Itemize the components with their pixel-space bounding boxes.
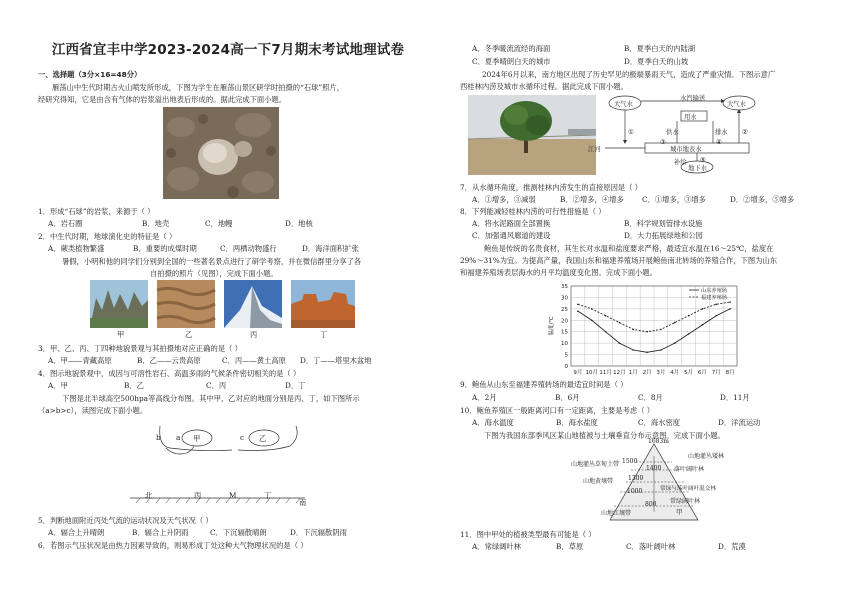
intro-text: 下图是北半球高空500hpa等高线分布图。其中甲、乙对应的地面分别是丙、丁，如下图所示 — [62, 394, 360, 403]
data-point — [619, 342, 621, 344]
data-point — [605, 315, 607, 317]
data-point — [605, 331, 607, 333]
q9-option-d[interactable]: D．11月 — [720, 393, 750, 402]
wc-groundwater: 地下水 — [688, 165, 707, 172]
q9-option-a[interactable]: A．2月 — [472, 393, 497, 402]
wc-atm-left: 大气水 — [614, 101, 633, 108]
data-point — [674, 322, 676, 324]
veg-evergreen: 常绿阔叶林 — [670, 498, 701, 505]
q1-option-a[interactable]: A．岩石圈 — [48, 219, 83, 228]
wc-recharge: 补给 — [674, 159, 687, 166]
data-point — [660, 329, 662, 331]
x-tick-label: 3月 — [656, 370, 666, 376]
x-tick-label: 10月 — [585, 370, 598, 376]
veg-jia: 甲 — [676, 508, 683, 516]
q10-option-a[interactable]: A．海水温度 — [472, 418, 514, 427]
y-tick-label: 20 — [561, 318, 568, 325]
veg-shrub: 山地灌丛矮林 — [688, 453, 725, 460]
direction-north: 北 — [145, 491, 153, 500]
q2-option-b[interactable]: B．重要的成煤时期 — [133, 244, 197, 253]
isobar-label-c: c — [240, 433, 245, 442]
q11-option-a[interactable]: A．常绿阔叶林 — [472, 542, 522, 551]
wc-drain: 排水 — [715, 129, 728, 136]
q7-option-a[interactable]: A．①增多，③减弱 — [472, 195, 536, 204]
wc-n5: ⑤ — [700, 157, 706, 164]
isobar-label-b: b — [156, 433, 161, 442]
data-point — [729, 301, 731, 303]
data-point — [729, 308, 731, 310]
q8-stem: 8．下列能减轻桂林内涝的可行性措施是（ ） — [460, 207, 606, 216]
data-point — [715, 303, 717, 305]
q10-stem: 10．鲍鱼养殖区一般距离河口有一定距离，主要是考虑（ ） — [460, 406, 655, 415]
data-point — [591, 319, 593, 321]
wc-n4: ④ — [716, 139, 722, 146]
x-tick-label: 9月 — [573, 370, 583, 376]
y-tick-label: 15 — [561, 329, 568, 336]
q1-stem: 1．形成“石球”的岩浆，来源于（ ） — [38, 207, 155, 216]
data-point — [660, 349, 662, 351]
wc-vapor-transport: 水汽输送 — [680, 95, 706, 102]
y-tick-label: 10 — [561, 341, 568, 348]
q1-option-d[interactable]: D．地核 — [285, 219, 313, 228]
alt-1500: 1500 — [622, 458, 638, 465]
q3-option-a[interactable]: A．甲——青藏高原 — [48, 356, 112, 365]
data-point — [619, 322, 621, 324]
x-tick-label: 2月 — [642, 370, 652, 376]
wc-atm-right: 大气水 — [727, 101, 746, 108]
q3-option-c[interactable]: C．丙——黄土高原 — [222, 356, 286, 365]
q10-option-b[interactable]: B．海水盐度 — [556, 418, 598, 427]
q6-option-d[interactable]: D．夏季白天的山坡 — [624, 57, 689, 66]
exam-title: 江西省宜丰中学2023-2024高一下7月期末考试地理试卷 — [51, 42, 405, 58]
photo-label-yi: 乙 — [185, 330, 193, 339]
x-tick-label: 4月 — [670, 370, 680, 376]
photo-label-bing: 丙 — [250, 330, 258, 339]
q11-option-d[interactable]: D．荒漠 — [718, 542, 746, 551]
q6-option-c[interactable]: C．夏季晴朗白天的城市 — [472, 57, 551, 66]
q8-option-b[interactable]: B．科学规划管排水设施 — [624, 219, 703, 228]
x-tick-label: 5月 — [684, 370, 694, 376]
intro-text: 和福建养殖场表层海水的月平均温度变化图。完成下面小题。 — [460, 268, 658, 277]
legend-label: 山东养殖场 — [701, 288, 727, 294]
data-point — [688, 333, 690, 335]
intro-text: 暑假，小明和他的同学们分别到全国的一些著名景点进行了研学考察，并在微信群里分享了各 — [62, 257, 362, 266]
x-tick-label: 11月 — [599, 370, 612, 376]
q4-stem: 4．图示地貌景观中，成因与可溶性岩石、高温多雨的气候条件密切相关的是（ ） — [38, 369, 301, 378]
q10-option-d[interactable]: D．洋流运动 — [718, 418, 761, 427]
section-heading: 一、选择题（3分×16=48分） — [38, 70, 142, 79]
q5-option-b[interactable]: B．辐合上升阴雨 — [132, 528, 189, 537]
q8-option-c[interactable]: C．加强通风廊道的建设 — [472, 231, 551, 240]
data-point — [632, 349, 634, 351]
alt-1300: 1300 — [628, 475, 644, 482]
q6-stem: 6．若图示气压状况是由热力因素导致的，则易形成丁处这种大气物理状况的是（ ） — [38, 541, 308, 550]
isobar-diagram — [130, 418, 320, 510]
y-tick-label: 5 — [564, 352, 568, 359]
data-point — [715, 315, 717, 317]
intro-text: （a>b>c），读图完成下面小题。 — [38, 406, 148, 415]
q11-option-b[interactable]: B．草原 — [556, 542, 584, 551]
wc-river: 江河 — [588, 146, 601, 153]
q2-option-a[interactable]: A．蕨类植物繁盛 — [48, 244, 105, 253]
wc-use: 用水 — [684, 114, 697, 121]
q2-option-d[interactable]: D．海洋面积扩张 — [302, 244, 359, 253]
isobar-label-yi: 乙 — [259, 434, 267, 443]
sea-temperature-chart — [545, 280, 745, 380]
q7-option-c[interactable]: C．①增多，③增多 — [642, 195, 706, 204]
alt-800: 800 — [645, 501, 657, 508]
photo-label-jia: 甲 — [117, 330, 125, 339]
y-tick-label: 30 — [561, 295, 568, 302]
intro-text: 下图为我国东部季风区某山地植被与土壤垂直分布示意图。完成下面小题。 — [484, 431, 725, 440]
soil-meadow: 山地灌丛草甸土带 — [571, 461, 620, 468]
x-tick-label: 7月 — [711, 370, 721, 376]
q4-option-d[interactable]: D．丁 — [285, 381, 306, 390]
data-point — [591, 308, 593, 310]
q1-option-b[interactable]: B．地壳 — [142, 219, 170, 228]
data-point — [646, 351, 648, 353]
q4-option-a[interactable]: A．甲 — [48, 381, 68, 390]
q5-stem: 5．判断地面附近丙处气流的运动状况及天气状况（ ） — [38, 516, 213, 525]
x-tick-label: 12月 — [613, 370, 626, 376]
q3-option-d[interactable]: D．丁——塔里木盆地 — [300, 356, 372, 365]
veg-mixed: 常绿与落叶阔叶混交林 — [660, 486, 716, 492]
q7-option-d[interactable]: D．②增多，⑤增多 — [730, 195, 795, 204]
wc-n3: ③ — [660, 139, 666, 146]
data-point — [632, 329, 634, 331]
q6-option-a[interactable]: A．冬季暖流流经的海面 — [472, 44, 551, 53]
q8-option-a[interactable]: A．将水泥路面全部置换 — [472, 219, 551, 228]
data-point — [702, 324, 704, 326]
alt-1400: 1400 — [646, 465, 662, 472]
x-tick-label: 1月 — [628, 370, 638, 376]
y-tick-label: 25 — [561, 306, 568, 313]
intro-text: 29%～31%为宜。为提高产量，我国山东和福建养殖场开展鲍鱼南北转场的养殖合作，下图为山东 — [460, 256, 778, 265]
photo-label-ding: 丁 — [320, 330, 328, 339]
isobar-label-a: a — [176, 433, 181, 442]
data-point — [577, 310, 579, 312]
intro-text: 雁荡山中生代时期古火山喷发所形成，下图为学生在雁荡山景区研学时拍摄的“石球”照片， — [52, 83, 345, 92]
data-point — [702, 308, 704, 310]
q9-option-b[interactable]: B．6月 — [555, 393, 580, 402]
q10-option-c[interactable]: C．海水密度 — [638, 418, 681, 427]
x-tick-label: 6月 — [697, 370, 707, 376]
data-point — [577, 303, 579, 305]
intro-text: 2024年6月以来，南方地区出现了历史罕见的极端暴雨天气，造成了严重灾情。下图示意广 — [482, 70, 776, 79]
wc-supply: 供水 — [666, 129, 679, 136]
data-point — [688, 315, 690, 317]
y-axis-label: 温度/℃ — [549, 316, 555, 336]
q6-option-b[interactable]: B．夏季白天的内陆湖 — [624, 44, 696, 53]
data-point — [646, 331, 648, 333]
q11-stem: 11．图中甲处的植被类型最有可能是（ ） — [460, 530, 596, 539]
intro-text: 西桂林内涝及城市水循环过程。据此完成下面小题。 — [460, 82, 628, 91]
q1-option-c[interactable]: C．地幔 — [205, 219, 233, 228]
intro-text: 自拍摄的照片（见图），完成下面小题。 — [150, 269, 278, 278]
intro-text: 鲍鱼是传统的名贵食材，其生长对水温和盐度要求严格，最适宜水温在16～25℃，盐度在 — [484, 244, 774, 253]
y-tick-label: 0 — [564, 364, 568, 370]
ground-label-ding: 丁 — [264, 491, 272, 500]
q7-stem: 7．从水循环角度，推测桂林内涝发生的直接原因是（ ） — [460, 183, 643, 192]
ground-label-m: M — [229, 491, 237, 500]
direction-south: 南 — [299, 498, 307, 507]
wc-n1: ① — [628, 129, 634, 136]
soil-red: 山地红壤带 — [601, 510, 632, 517]
q5-option-c[interactable]: C．下沉辐散晴朗 — [210, 528, 267, 537]
isobar-label-jia: 甲 — [193, 434, 201, 443]
soil-yellow: 山地黄壤带 — [583, 478, 614, 485]
ground-label-bing: 丙 — [194, 491, 202, 500]
peak-altitude: 1683m — [648, 438, 669, 445]
wc-city-water: 城市地表水 — [670, 146, 702, 153]
q5-option-d[interactable]: D．下沉辐散阴雨 — [290, 528, 347, 537]
q9-stem: 9．鲍鱼从山东至福建养殖转场的最适宜时间是（ ） — [460, 380, 628, 389]
q5-option-a[interactable]: A．辐合上升晴朗 — [48, 528, 105, 537]
intro-text: 经研究得知，它是由含有气体的岩浆溢出地表后形成的。据此完成下面小题。 — [38, 95, 287, 104]
q9-option-c[interactable]: C．8月 — [638, 393, 663, 402]
veg-deciduous: 落叶阔叶林 — [674, 466, 705, 473]
legend-label: 福建养殖场 — [701, 295, 727, 301]
q3-option-b[interactable]: B．乙——云贵高原 — [137, 356, 201, 365]
landform-photos — [90, 280, 355, 330]
q2-stem: 2．中生代时期，地球演化史的特征是（ ） — [38, 232, 177, 241]
q7-option-b[interactable]: B．②增多，④增多 — [560, 195, 624, 204]
data-point — [674, 342, 676, 344]
q8-option-d[interactable]: D．大力拓展绿地和公园 — [624, 231, 703, 240]
q4-option-c[interactable]: C．丙 — [206, 381, 227, 390]
y-tick-label: 35 — [561, 284, 568, 290]
wc-n2: ② — [742, 129, 748, 136]
x-tick-label: 8月 — [725, 370, 735, 376]
q2-option-c[interactable]: C．两栖动物盛行 — [220, 244, 277, 253]
flood-photo — [468, 95, 596, 175]
q11-option-c[interactable]: C．落叶阔叶林 — [626, 542, 676, 551]
alt-1000: 1000 — [627, 488, 643, 495]
q4-option-b[interactable]: B．乙 — [124, 381, 144, 390]
q3-stem: 3．甲、乙、丙、丁四种地貌景观与其拍摄地对应正确的是（ ） — [38, 344, 242, 353]
stone-ball-photo — [163, 107, 279, 199]
